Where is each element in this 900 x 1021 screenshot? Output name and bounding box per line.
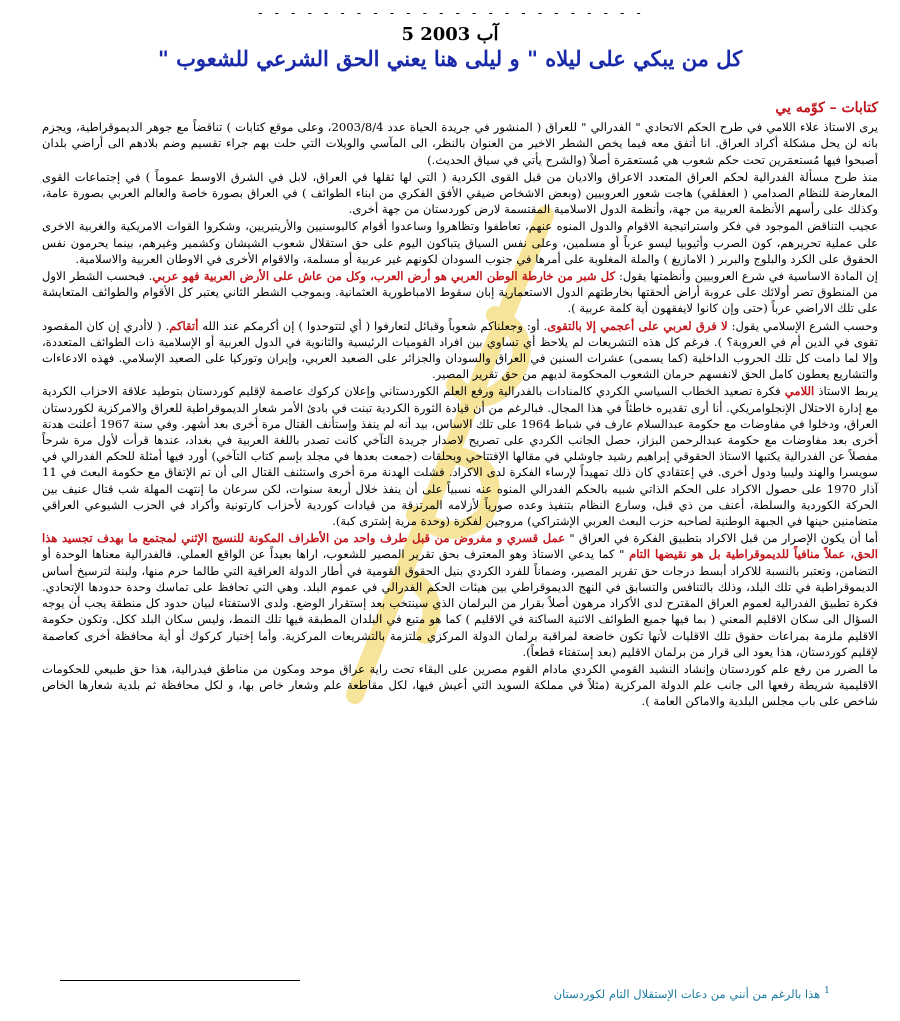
paragraph-3: عجيب التناقض الموجود في فكر واستراتيجية الاقوام والدول المنوه عنهم، تعاطفوا وتظاهروا وساعدوا أقوام كالبوسنيين والأريتيريين، وشكروا القوات الامريكية والغربية الاخرى على عملية تحريرهم، كون الصرب وأثيوبيا ليسو عرباً أو مسلمين، وعلى نفس السياق يتباكون اليوم على حق استقلال شعوب الشيشان وكشمير وغيرهم، بينما يحرمون نفس الحقوق على الكرد والبلوج والبربر ( الامازيغ ) والملة المغلوبة على أمرها في جنوب السودان لكونهم غير عربية أو مسلمة، والاقوام الأخرى في الاوطان العربية والاسلامية. [42,219,878,266]
paragraph-8: ما الضرر من رفع علم كوردستان وإنشاد النشيد القومي الكردي مادام القوم مصرين على البقاء تحت راية عراق موحد ومكون من مناطق فيدرالية، هذا حق طبيعي للحكومات الاقليمية شريطة رفعها الى جانب علم الدولة المركزية (مثلاً في مملكة السويد التي أعيش فيها، لكل مقاطعة علم وشعار خاص بها، و لكل محافظة ثم بلدية شعارها الخاص شاخص على باب مجلس البلدية والاماكن العامة ). [42,661,878,709]
paragraph-5-highlight-2: أتقاكم [169,318,199,333]
paragraph-6-highlight: اللامي [784,384,815,399]
paragraph-4-highlight: كل شبر من خارطة الوطن العربي هو أرض العرب، وكل من عاش على الأرض العربية فهو عربي [152,269,616,284]
paragraph-5-text-mid: . أو: وجعلناكم شعوباً وقبائل لتعارفوا ( أي لتتوحدوا ) إن أكرمكم عند الله [198,318,548,333]
paragraph-1: يرى الاستاذ علاء اللامي في طرح الحكم الاتحادي " الفدرالي " للعراق ( المنشور في جريدة الحياة عدد 2003/8/4، وعلى موقع كتابات ) تناقضاً مع جوهر الديموقراطية، ويجزم بانه لن يحل مشكلة أكراد العراق. انا أتفق معه فيما يخص الشطر الاخير من العنوان بالنظر، الى المآسي والويلات التي حلت بهم جراء تقسيم وضم بلادهم الى أراضي بلدان أصبحوا فيها مُستعمَرين تحت حكم شعوب هي مُستعمَرة أصلاً (والشرح يأتي في سياق الحديث.) [42,120,878,167]
paragraph-5-text: وحسب الشرع الإسلامي يقول: [727,318,878,333]
footnote-rule [60,980,300,981]
paragraph-4-text: إن المادة الاساسية في شرع العروبيين وأنظمتها يقول: [615,269,879,284]
paragraph-4-text-end: . فبحسب الشطر الاول من المنطوق تصر أولائك على عروبة أراض ألحقتها بخارطتهم الدول الاستعمارية إبان سقوط الامباطورية العثمانية. وبموجب الشطر الثاني يعتبر كل الأقوام والطوائف المتعايشة على تلك الاراضي عرباً (حتى وإن كانوا لايفقهون أية كلمة عربية ). [42,269,878,316]
paragraph-7-highlight: عمل قسري و مفروض من قبل طرف واحد من الأطراف المكونة للنسيج الإثني لمجتمع ما بهدف تجسيد هذا الحق، عملاً منافياً للديموقراطية بل هو نقيضها التام [42,531,878,562]
paragraph-2: منذ طرح مسألة الفدرالية لحكم العراق المتعدد الاعراق والاديان من قبل القوى الكردية ( التي لها ثقلها في العراق، لابل في الشرق الاوسط عموماً ) في إجتماعات القوى المعارضة للنظام الصدامي ( العفلقي) هاجت شعور العروبيين (وبعض الاشخاص ضيقي الأفق الفكري من ابناء الطوائف ) في العراق بصورة خاصة والعالم العربي بصورة عامة، وكذلك على رأسهم الأنظمة العربية من جهة، وأنظمة الدول الاسلامية المقتسمة لارض كوردستان من جهة أخرى. [42,169,878,217]
paragraph-5-text-end: . ( لاأدري إن كان المقصود تقوى في الدين أم في العروبة؟ ). فرغم كل هذه التشريعات لم يلاحظ أي تساوي بين افراد القوميات الرئيسية والثانوية في الدول العربية أو الإسلامية ذات الطوائف المتعددة، وإلا لما دامت كل تلك الحروب الداخلية (كما يسمى) عشرات السنين في العراق والسودان والجزائر على الصعيد العربي، وإيران وتوركيا على الصعيد الإسلامي. فهذه الادعاءات والتشاريع يعطون كامل الحق لانفسهم حرمان الشعوب المحكومة لديهم من حق تقرير المصير. [42,318,878,382]
footnote-text: هذا بالرغم من أنني من دعات الإستقلال التام لكوردستان [553,986,821,1001]
paragraph-7 [42,530,878,660]
paragraph-6-text: يربط الاستاذ [814,384,879,399]
paragraph-4 [42,268,878,317]
paragraph-5 [42,318,878,383]
footnote [40,985,830,1001]
paragraph-7-text: أما أن يكون الإصرار من قبل الاكراد بتطبيق الفكرة في العراق " [565,531,878,546]
article-title: كل من يبكي على ليلاه " و ليلى هنا يعني الحق الشرعي للشعوب " [157,46,743,71]
footnote-marker: 1 [823,985,830,996]
article-body [42,100,878,711]
paragraph-6 [42,383,878,529]
paragraph-7-text-end: " كما يدعي الاستاذ وهو المعترف بحق تقرير المصير للشعوب، اراها بعيداً عن الواقع العملي. فالفدرالية معناها الوحدة أو التضامن، وتعتبر بالنسبة للاكراد أبسط درجات حق تقرير المصير، وضماناً للفرد الكردي بنيل الحقوق القومية في أطار الدولة العراقية التي طالما حرم منها، ولبنة لترسيخ أساس الديموقراطية في تلك البلد، وذلك بالتنافس والتسابق في النهج الديموقراطي بين هيئات الحكم الفدرالي في عموم البلد. وهي التي تحافظ على تماسك وحدة حدودها الإتحادي. فكرة تطبيق الفدرالية لعموم العراق المقترح لدى الأكراد مرهون أصلاً بقرار من البرلمان الذي سينتخب بعد إستقرار الوضع. ولدى الاستفتاء لبيان حدود كل منطقة يجب أن يوجه السؤال الى سكان الاقليم المعني ( بما فيها جميع الطوائف الاثنية الساكنة في الاقليم ) كما هو متبع في البلدان المطبقة فيها تلك النمط، وليس سكان البلد ككل. وتكون حكومة الاقليم ملزمة بمراعات حقوق تلك الاقليات لأنها تكون خاضعة لمراقبة برلمان الدولة المركزي ملتزمة بالتشريعات المركزية. وأما إختيار كركوك أو أية محافظة أخرى كعاصمة لإقليم كوردستان، هذا يعود الى قرار من برلمان الاقليم (بعد إستفتاء قطعاً). [42,547,878,659]
article-date: 5 آب 2003 [401,24,499,45]
paragraph-5-highlight: لا فرق لعربي على أعجمي إلا بالتقوى [547,318,728,333]
paragraph-6-text-end: فكرة تصعيد الخطاب السياسي الكردي كالمنادات بالفدرالية ورفع العلم الكوردستاني وإعلان كركوك عاصمة لإقليم كوردستان بتوطيد علاقة الاحزاب الكردية مع إدارة الاحتلال الإنجلوامريكي. أنا أرى تقديره خاطئاً في هذا المجال. فبالرغم من أن قيادة الثورة الكردية تبنت في بادئ الأمر شعار الديموقراطية للعراق والامركزية لكوردستان العراق، ودخلوا في مفاوضات مع حكومة عبدالسلام عارف في شباط 1964 على تلك الاساس، بيد أنه لم ينفذ وإستأنف القتال مرة أخرى بعد أشهر. وفي سنة 1967 أعلنت هدنة أخرى بعد مفاوضات مع حكومة عبدالرحمن البزاز، حصل الجانب الكردي على تصريح لاصدار جريدة التآخي كانت تصدر باللغة العربية في بغداد، عندها قرأت لأول مرة شرحاً مفصلاً عن الفدرالية يكتبها الاستاذ الحقوقي إبراهيم رشيد جاوشلي في مقالها الإفتتاحي وبحلقات (جمعت بعدها في مجلد بإسم كتاب التآخي) أورد فيها أمثلة للحكم الفدرالي في سويسرا والهند وليبيا ودول أخرى. في إعتقادي كان ذلك تمهيداً لإرساء الفكرة لدى الاكراد. فشلت الهدنة مرة أخرى واستئنف القتال الى أن تم الإتفاق مع حكومة البعث في 11 آذار 1970 على حصول الاكراد على الحكم الذاتي شبيه بالحكم الفدرالي المنوه عنه نسبياً على أن ينفذ خلال أربعة سنوات، لكن سرعان ما إنتهت المهلة شب قتال عنيف بين الحركة الكوردية والسلطة، أعنف من ذي قبل، وسارع النظام بتنفيذ وعده صورياً لأزلامه المرتزقة من قيادات كوردية لأحزاب كارتونية وأكراد في الحزب الشيوعي العراقي متضامنين حينها في الجبهة الوطنية لصاحبه حزب البعث العربي الإشتراكي) مروجين لفكرة (وحدة مرية إشترى كبة). [42,384,878,529]
top-separator: - - - - - - - - - - - - - - - - - - - - - - - - [256,6,644,20]
article-byline: كتابات – كوّمه يي [775,100,878,116]
